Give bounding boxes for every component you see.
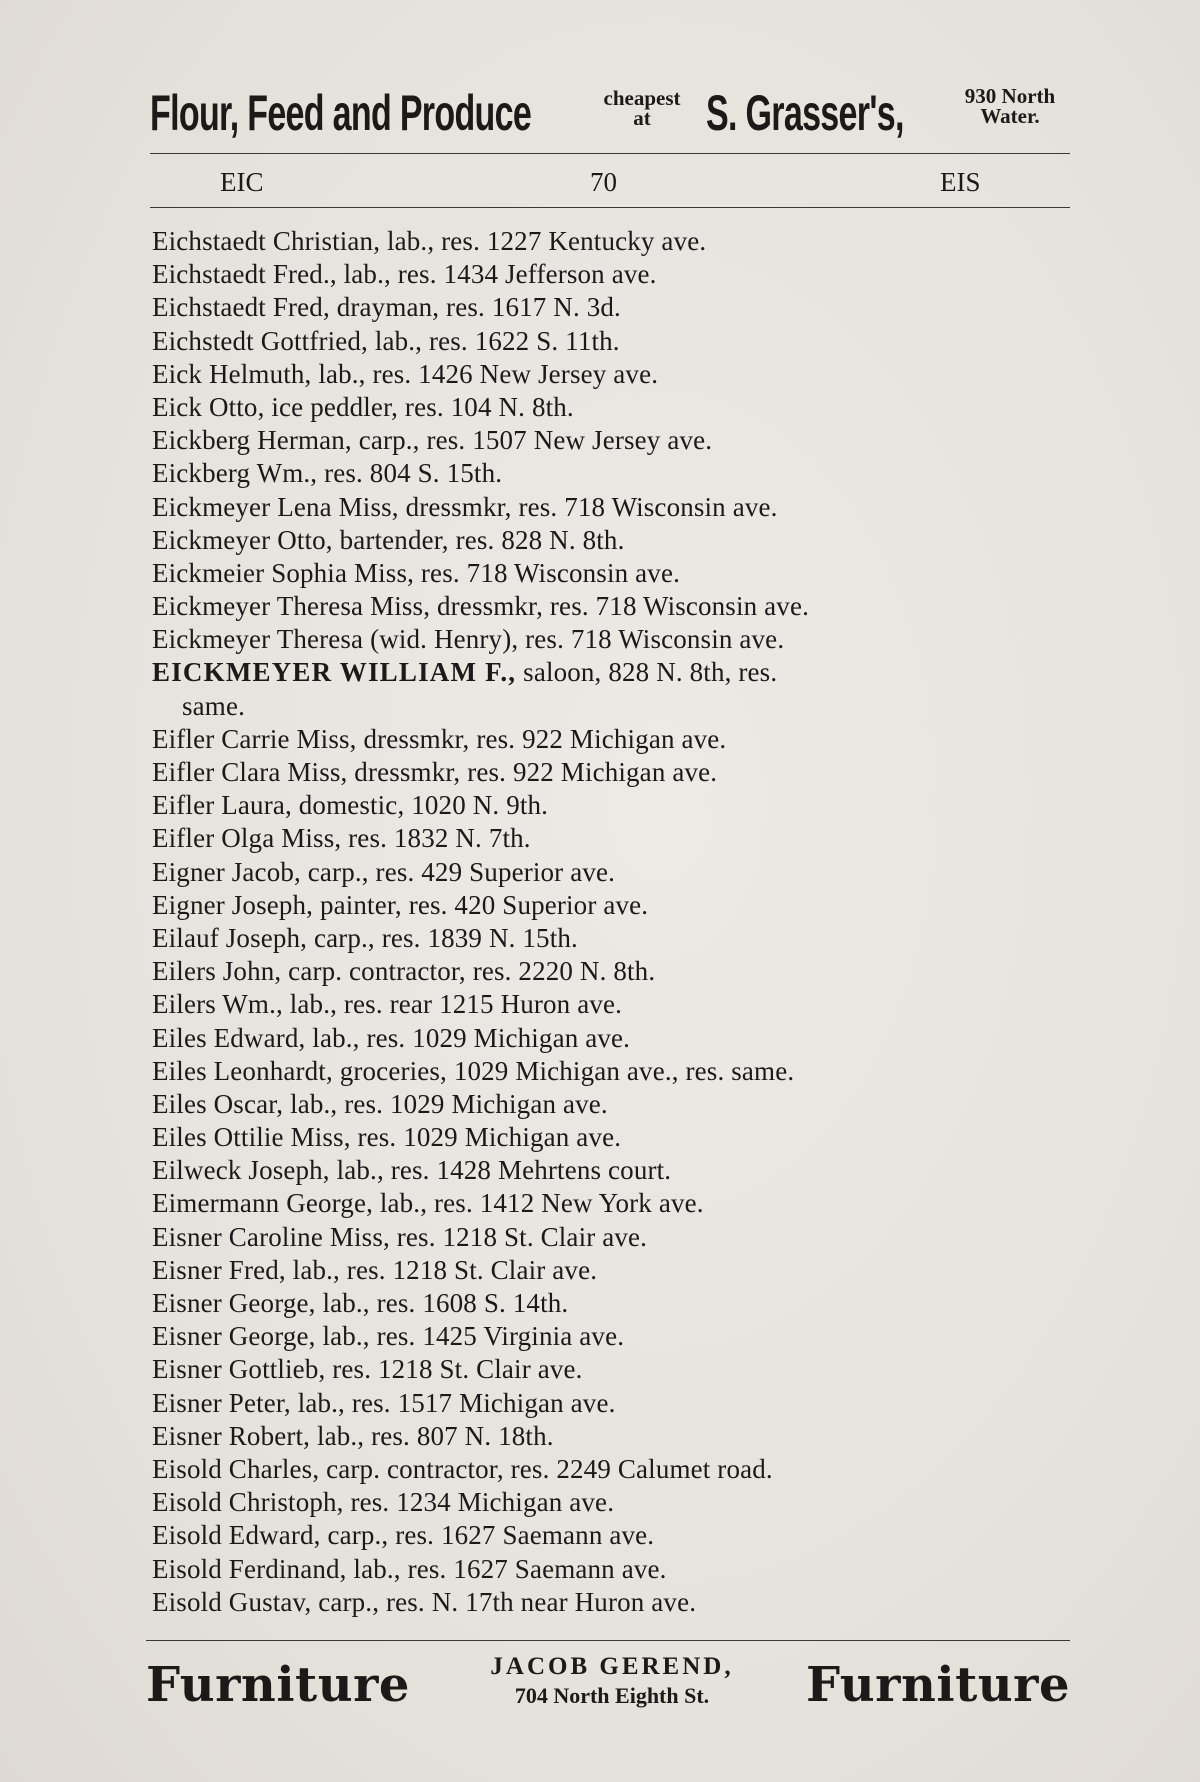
list-item: Eifler Clara Miss, dressmkr, res. 922 Michigan ave. <box>152 757 718 787</box>
list-item: Eisold Ferdinand, lab., res. 1627 Saemann ave. <box>152 1553 667 1584</box>
directory-entries <box>152 225 1072 1619</box>
list-item: Eichstaedt Christian, lab., res. 1227 Kentucky ave. <box>152 226 707 256</box>
list-item: Eisold Edward, carp., res. 1627 Saemann ave. <box>152 1520 655 1551</box>
list-item: Eigner Jacob, carp., res. 429 Superior ave. <box>152 856 616 887</box>
bottom-divider <box>146 1640 1070 1641</box>
bold-entry-name: EICKMEYER WILLIAM F., <box>152 657 517 688</box>
list-item: Eickmeyer Otto, bartender, res. 828 N. 8th. <box>152 524 625 555</box>
ad-merchant: S. Grasser's, <box>706 85 904 141</box>
ad-merchant-address: 704 North Eighth St. <box>514 1683 710 1708</box>
top-divider <box>150 153 1070 154</box>
list-item: Eisold Gustav, carp., res. N. 17th near Huron ave. <box>152 1586 697 1617</box>
list-item: Eisold Charles, carp. contractor, res. 2249 Calumet road. <box>152 1453 773 1484</box>
page-number: 70 <box>590 167 617 197</box>
list-item: Eilweck Joseph, lab., res. 1428 Mehrtens court. <box>152 1155 672 1186</box>
top-advertisement <box>150 82 1070 144</box>
list-item: Eickberg Wm., res. 804 S. 15th. <box>152 458 503 489</box>
list-item: Eiles Leonhardt, groceries, 1029 Michigan ave., res. same. <box>152 1055 795 1086</box>
ad-merchant-block <box>432 1652 792 1710</box>
ad-address-line1: 930 North <box>964 84 1056 108</box>
header-divider <box>150 207 1070 208</box>
list-item: Eisner George, lab., res. 1425 Virginia ave. <box>152 1321 625 1352</box>
list-item: Eisner George, lab., res. 1608 S. 14th. <box>152 1288 569 1318</box>
list-item: Eick Helmuth, lab., res. 1426 New Jersey ave. <box>152 358 659 389</box>
ad-cheapest: cheapest <box>603 86 681 110</box>
list-item: Eigner Joseph, painter, res. 420 Superior ave. <box>152 889 649 920</box>
list-item: Eickmeyer Lena Miss, dressmkr, res. 718 Wisconsin ave. <box>152 491 778 522</box>
ad-address <box>950 86 1070 126</box>
list-item: Eilers John, carp. contractor, res. 2220 N. 8th. <box>152 956 656 987</box>
running-header <box>150 162 1070 202</box>
list-item: Eilauf Joseph, carp., res. 1839 N. 15th. <box>152 922 578 953</box>
bold-entry-detail: saloon, 828 N. 8th, res. <box>516 657 778 688</box>
list-item: Eichstedt Gottfried, lab., res. 1622 S. 11th. <box>152 325 620 356</box>
list-item: Eilers Wm., lab., res. rear 1215 Huron ave. <box>152 989 623 1020</box>
ad-merchant-name: JACOB GEREND, <box>490 1653 734 1680</box>
ad-cheapest-at <box>582 88 702 128</box>
list-item: Eisner Gottlieb, res. 1218 St. Clair ave. <box>152 1354 583 1385</box>
list-item: Eisner Robert, lab., res. 807 N. 18th. <box>152 1420 554 1451</box>
list-item: Eisner Fred, lab., res. 1218 St. Clair ave. <box>152 1254 598 1285</box>
list-item: Eickmeyer Theresa Miss, dressmkr, res. 718 Wisconsin ave. <box>152 591 809 622</box>
list-item: Eichstaedt Fred., lab., res. 1434 Jefferson ave. <box>152 259 657 290</box>
list-item: Eifler Carrie Miss, dressmkr, res. 922 Michigan ave. <box>152 723 727 754</box>
ad-address-line2: Water. <box>980 104 1040 128</box>
header-left-guide: EIC <box>220 167 264 197</box>
list-item: Eisner Peter, lab., res. 1517 Michigan ave. <box>152 1387 616 1418</box>
ad-at: at <box>633 106 651 130</box>
list-item: Eickberg Herman, carp., res. 1507 New Jersey ave. <box>152 425 713 456</box>
ad-furniture-left: Furniture <box>146 1657 410 1713</box>
list-item: Eick Otto, ice peddler, res. 104 N. 8th. <box>152 391 574 422</box>
ad-headline: Flour, Feed and Produce <box>150 85 532 141</box>
list-item: Eiles Oscar, lab., res. 1029 Michigan ave. <box>152 1088 608 1119</box>
ad-furniture-right: Furniture <box>806 1657 1070 1713</box>
list-item: Eichstaedt Fred, drayman, res. 1617 N. 3d. <box>152 292 621 323</box>
bold-list-item <box>152 656 1072 689</box>
list-item: Eisner Caroline Miss, res. 1218 St. Clair ave. <box>152 1221 648 1252</box>
bottom-advertisement <box>146 1648 1070 1728</box>
list-item: Eisold Christoph, res. 1234 Michigan ave. <box>152 1487 615 1518</box>
list-item: Eifler Olga Miss, res. 1832 N. 7th. <box>152 823 531 854</box>
list-item: Eickmeier Sophia Miss, res. 718 Wisconsin ave. <box>152 557 680 588</box>
list-item: Eiles Edward, lab., res. 1029 Michigan ave. <box>152 1022 631 1053</box>
header-right-guide: EIS <box>940 167 981 197</box>
list-item: Eifler Laura, domestic, 1020 N. 9th. <box>152 790 549 821</box>
list-item: Eickmeyer Theresa (wid. Henry), res. 718 Wisconsin ave. <box>152 624 785 655</box>
list-item: Eimermann George, lab., res. 1412 New York ave. <box>152 1188 704 1219</box>
list-item: Eiles Ottilie Miss, res. 1029 Michigan ave. <box>152 1122 622 1153</box>
bold-entry-continuation: same. <box>182 690 245 721</box>
